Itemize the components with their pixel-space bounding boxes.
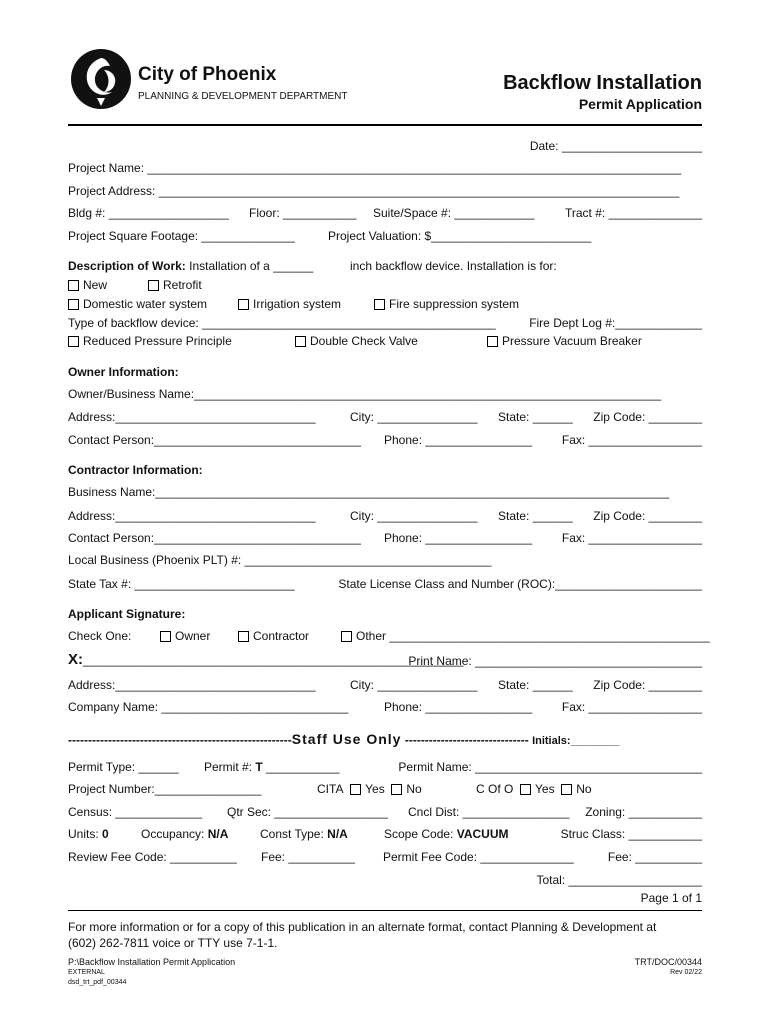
header-rule bbox=[68, 124, 702, 126]
cofo-no-label: No bbox=[576, 782, 592, 796]
checkbox-icon[interactable] bbox=[341, 631, 352, 642]
fire-checkbox[interactable] bbox=[374, 297, 519, 311]
footer-revision: Rev 02/22 bbox=[670, 969, 702, 976]
cita-label: CITA bbox=[317, 782, 344, 796]
applicant-heading: Applicant Signature: bbox=[68, 607, 186, 621]
cofo-label: C Of O bbox=[476, 782, 514, 796]
floor-field[interactable]: Floor: ___________ bbox=[249, 206, 357, 220]
owner-checkbox[interactable] bbox=[160, 629, 210, 643]
owner-fax-field[interactable]: Fax: _________________ bbox=[561, 433, 702, 447]
owner-heading: Owner Information: bbox=[68, 365, 179, 379]
signature-field[interactable] bbox=[68, 653, 463, 667]
checkbox-icon[interactable] bbox=[68, 299, 79, 310]
checkbox-icon[interactable] bbox=[487, 336, 498, 347]
staff-heading: Staff Use Only bbox=[291, 731, 402, 747]
pvb-checkbox[interactable] bbox=[487, 334, 642, 348]
checkbox-icon[interactable] bbox=[160, 631, 171, 642]
check-one-label: Check One: bbox=[68, 629, 132, 643]
checkbox-icon[interactable] bbox=[68, 336, 79, 347]
cofo-group bbox=[476, 782, 592, 796]
contractor-state-field[interactable]: State: ______ bbox=[498, 509, 573, 523]
retrofit-label: Retrofit bbox=[163, 278, 202, 292]
tract-field[interactable]: Tract #: ______________ bbox=[565, 206, 702, 220]
checkbox-icon[interactable] bbox=[561, 784, 572, 795]
permit-fee-code-field[interactable]: Permit Fee Code: ______________ bbox=[383, 850, 574, 864]
census-field[interactable]: Census: _____________ bbox=[68, 805, 203, 819]
form-title: Backflow Installation bbox=[503, 72, 702, 94]
permit-no-value: T bbox=[255, 760, 263, 774]
permit-no-field[interactable] bbox=[204, 760, 339, 774]
company-name-field[interactable]: Company Name: ____________________________ bbox=[68, 700, 349, 714]
units-value: 0 bbox=[102, 827, 109, 841]
owner-name-field[interactable]: Owner/Business Name:______________________________________________________________________ bbox=[68, 387, 662, 401]
checkbox-icon[interactable] bbox=[374, 299, 385, 310]
contractor-phone-field[interactable]: Phone: ________________ bbox=[384, 531, 533, 545]
cofo-yes-label: Yes bbox=[535, 782, 555, 796]
contractor-heading: Contractor Information: bbox=[68, 463, 203, 477]
fee1-field[interactable]: Fee: __________ bbox=[261, 850, 356, 864]
fee2-field[interactable]: Fee: __________ bbox=[607, 850, 702, 864]
project-number-field[interactable]: Project Number:________________ bbox=[68, 782, 262, 796]
owner-address-field[interactable]: Address:______________________________ bbox=[68, 410, 316, 424]
owner-phone-field[interactable]: Phone: ________________ bbox=[384, 433, 533, 447]
initials-field[interactable]: Initials:________ bbox=[532, 735, 620, 747]
print-name-field[interactable]: Print Name: __________________________________ bbox=[408, 654, 702, 668]
struc-class-field[interactable]: Struc Class: ___________ bbox=[560, 827, 702, 841]
applicant-zip-field[interactable]: Zip Code: ________ bbox=[593, 678, 702, 692]
footer-doc-number: TRT/DOC/00344 bbox=[634, 957, 702, 967]
permit-no-line[interactable]: ___________ bbox=[266, 760, 340, 774]
applicant-phone-field[interactable]: Phone: ________________ bbox=[384, 700, 533, 714]
signature-x: X: bbox=[68, 651, 83, 668]
scope-code-value: VACUUM bbox=[456, 827, 509, 841]
footer-path: P:\Backflow Installation Permit Application bbox=[68, 957, 236, 967]
page-number: Page 1 of 1 bbox=[640, 891, 702, 905]
sqft-field[interactable]: Project Square Footage: ______________ bbox=[68, 229, 295, 243]
description-label: Description of Work: bbox=[68, 259, 186, 273]
contractor-contact-field[interactable]: Contact Person:_______________________________ bbox=[68, 531, 361, 545]
dcv-checkbox[interactable] bbox=[295, 334, 418, 348]
footer-info-line2: (602) 262-7811 voice or TTY use 7-1-1. bbox=[68, 936, 278, 950]
owner-city-field[interactable]: City: _______________ bbox=[350, 410, 478, 424]
owner-contact-field[interactable]: Contact Person:_______________________________ bbox=[68, 433, 361, 447]
project-name-field[interactable]: Project Name: ________________________________________________________________________________ bbox=[68, 161, 682, 175]
contractor-address-field[interactable]: Address:______________________________ bbox=[68, 509, 316, 523]
local-business-field[interactable]: Local Business (Phoenix PLT) #: _____________________________________ bbox=[68, 553, 492, 567]
domestic-checkbox[interactable] bbox=[68, 297, 207, 311]
other-option-label: Other ________________________________________________ bbox=[356, 629, 710, 643]
contractor-fax-field[interactable]: Fax: _________________ bbox=[561, 531, 702, 545]
bldg-field[interactable]: Bldg #: __________________ bbox=[68, 206, 229, 220]
fire-label: Fire suppression system bbox=[389, 297, 520, 311]
installation-for-text: inch backflow device. Installation is for: bbox=[350, 259, 557, 273]
cita-yes-label: Yes bbox=[365, 782, 385, 796]
checkbox-icon[interactable] bbox=[238, 631, 249, 642]
staff-dashes-left: -------------------------------------------------------- bbox=[68, 733, 292, 747]
checkbox-icon[interactable] bbox=[520, 784, 531, 795]
contractor-name-field[interactable]: Business Name:_____________________________________________________________________________ bbox=[68, 485, 670, 499]
license-field[interactable]: State License Class and Number (ROC):______________________ bbox=[338, 577, 702, 591]
valuation-field[interactable]: Project Valuation: $________________________ bbox=[328, 229, 592, 243]
cita-no-label: No bbox=[406, 782, 422, 796]
occupancy-field bbox=[141, 827, 228, 841]
device-type-field[interactable]: Type of backflow device: ____________________________________________ bbox=[68, 316, 496, 330]
permit-no-label: Permit #: bbox=[204, 760, 253, 774]
date-field[interactable]: Date: _____________________ bbox=[529, 139, 702, 153]
applicant-city-field[interactable]: City: _______________ bbox=[350, 678, 478, 692]
footer-dsd: dsd_trt_pdf_00344 bbox=[68, 979, 127, 986]
org-name: City of Phoenix bbox=[138, 64, 277, 85]
footer-rule bbox=[68, 910, 702, 911]
contractor-checkbox[interactable] bbox=[238, 629, 309, 643]
applicant-state-field[interactable]: State: ______ bbox=[498, 678, 573, 692]
contractor-option-label: Contractor bbox=[253, 629, 310, 643]
owner-option-label: Owner bbox=[175, 629, 211, 643]
retrofit-checkbox[interactable] bbox=[148, 278, 202, 292]
units-field bbox=[68, 827, 109, 841]
new-checkbox[interactable] bbox=[68, 278, 107, 292]
applicant-fax-field[interactable]: Fax: _________________ bbox=[561, 700, 702, 714]
domestic-label: Domestic water system bbox=[83, 297, 208, 311]
rpp-checkbox[interactable] bbox=[68, 334, 232, 348]
description-row bbox=[68, 259, 313, 273]
checkbox-icon[interactable] bbox=[148, 280, 159, 291]
scope-code-field bbox=[384, 827, 509, 841]
project-address-field[interactable]: Project Address: ______________________________________________________________________________ bbox=[68, 184, 680, 198]
qtr-sec-field[interactable]: Qtr Sec: _________________ bbox=[227, 805, 388, 819]
irrigation-label: Irrigation system bbox=[253, 297, 342, 311]
city-logo bbox=[70, 48, 132, 110]
checkbox-icon[interactable] bbox=[295, 336, 306, 347]
applicant-address-field[interactable]: Address:______________________________ bbox=[68, 678, 316, 692]
const-type-value: N/A bbox=[327, 827, 348, 841]
irrigation-checkbox[interactable] bbox=[238, 297, 341, 311]
permit-name-field[interactable]: Permit Name: __________________________________ bbox=[398, 760, 702, 774]
zoning-field[interactable]: Zoning: ___________ bbox=[585, 805, 702, 819]
staff-dashes-right: ------------------------------- bbox=[404, 733, 529, 747]
occupancy-label: Occupancy: bbox=[141, 827, 205, 841]
new-label: New bbox=[83, 278, 108, 292]
contractor-zip-field[interactable]: Zip Code: ________ bbox=[593, 509, 702, 523]
checkbox-icon[interactable] bbox=[238, 299, 249, 310]
rpp-label: Reduced Pressure Principle bbox=[83, 334, 232, 348]
state-tax-field[interactable]: State Tax #: ________________________ bbox=[68, 577, 295, 591]
const-type-label: Const Type: bbox=[260, 827, 324, 841]
signature-line[interactable]: _________________________________________________________ bbox=[83, 653, 464, 667]
footer-info-line1: For more information or for a copy of this publication in an alternate format, contact Planning & Development at bbox=[68, 920, 657, 934]
pvb-label: Pressure Vacuum Breaker bbox=[502, 334, 642, 348]
owner-zip-field[interactable]: Zip Code: ________ bbox=[593, 410, 702, 424]
checkbox-icon[interactable] bbox=[391, 784, 402, 795]
review-fee-code-field[interactable]: Review Fee Code: __________ bbox=[68, 850, 237, 864]
const-type-field bbox=[260, 827, 348, 841]
installation-size-field[interactable]: Installation of a ______ bbox=[189, 259, 314, 273]
form-subtitle: Permit Application bbox=[578, 96, 702, 112]
suite-field[interactable]: Suite/Space #: ____________ bbox=[373, 206, 535, 220]
owner-state-field[interactable]: State: ______ bbox=[498, 410, 573, 424]
dcv-label: Double Check Valve bbox=[310, 334, 418, 348]
cncl-dist-field[interactable]: Cncl Dist: ________________ bbox=[408, 805, 570, 819]
units-label: Units: bbox=[68, 827, 99, 841]
contractor-city-field[interactable]: City: _______________ bbox=[350, 509, 478, 523]
permit-type-field[interactable]: Permit Type: ______ bbox=[68, 760, 179, 774]
checkbox-icon[interactable] bbox=[350, 784, 361, 795]
phoenix-bird-icon bbox=[70, 48, 132, 110]
total-field[interactable]: Total: ____________________ bbox=[536, 873, 702, 887]
footer-external: EXTERNAL bbox=[68, 969, 105, 976]
fire-log-field[interactable]: Fire Dept Log #:_____________ bbox=[529, 316, 702, 330]
staff-use-divider bbox=[68, 732, 620, 748]
occupancy-value: N/A bbox=[207, 827, 229, 841]
cita-group bbox=[317, 782, 422, 796]
dept-name: PLANNING & DEVELOPMENT DEPARTMENT bbox=[138, 91, 348, 102]
checkbox-icon[interactable] bbox=[68, 280, 79, 291]
other-checkbox[interactable] bbox=[341, 629, 710, 643]
scope-code-label: Scope Code: bbox=[384, 827, 454, 841]
